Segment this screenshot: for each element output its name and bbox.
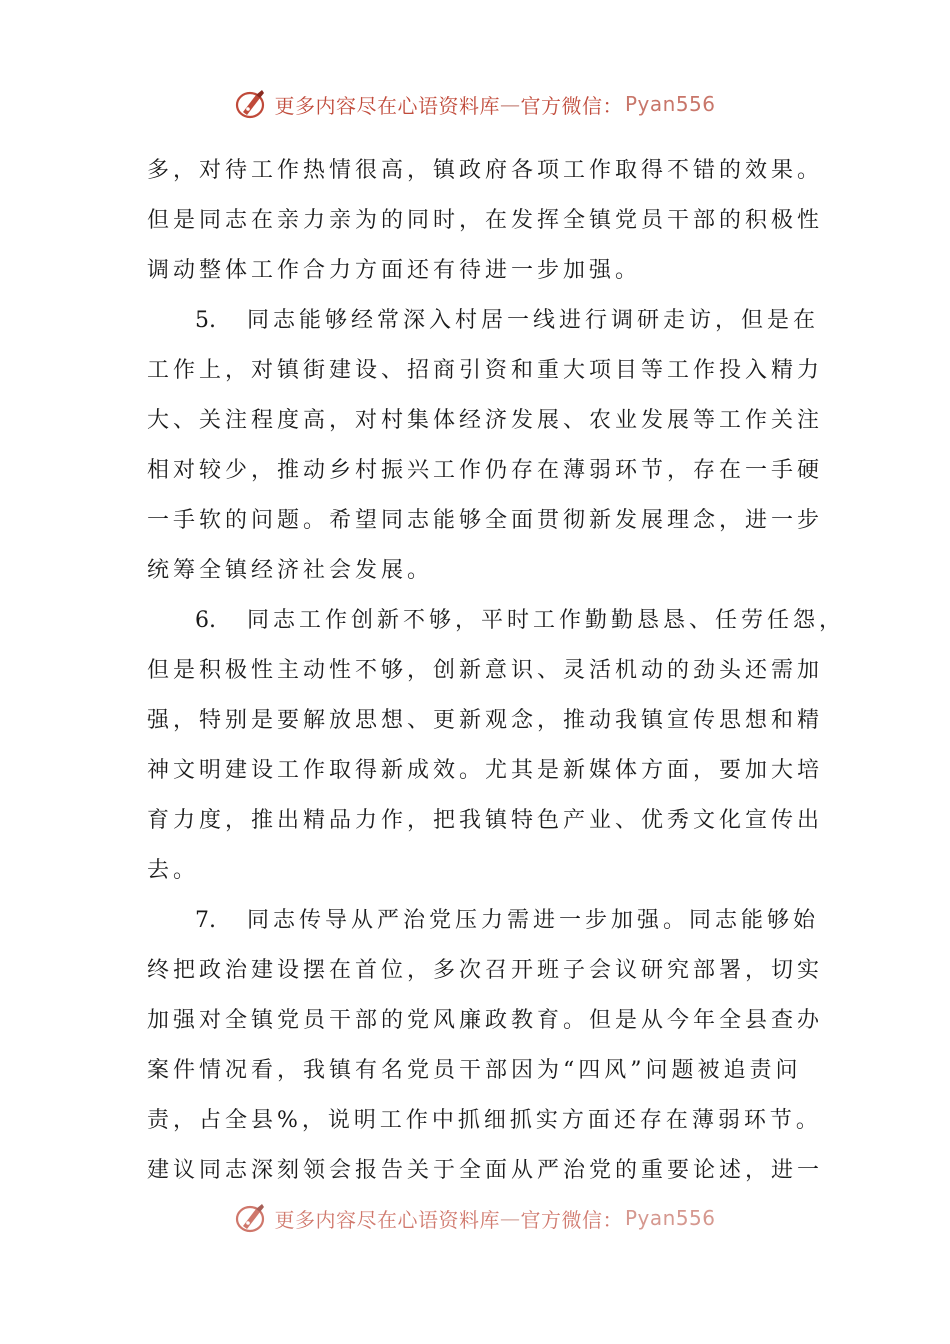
line-text: 调动整体工作合力方面还有待进一步加强。 [147,258,642,283]
watermark-separator: — [499,1206,521,1230]
body-line [147,396,824,446]
body-line [147,346,824,396]
watermark-wechat-label: 官方微信： [520,93,623,118]
line-text: 育力度，推出精品力作，把我镇特色产业、优秀文化宣传出 [147,808,824,833]
item-number: 7. [195,908,216,933]
line-text: 神文明建设工作取得新成效。尤其是新媒体方面，要加大培 [147,758,824,783]
body-line [147,296,820,346]
line-text: 同志传导从严治党压力需进一步加强。同志能够始 [247,908,820,933]
watermark-wechat-id: Pyan556 [624,92,716,116]
body-line [147,996,824,1046]
body-line [147,646,824,696]
watermark-separator: — [499,92,521,116]
pen-nib-logo-icon [234,87,268,121]
body-line [147,496,824,546]
body-line [147,146,824,196]
body-line [147,1046,807,1096]
footer-watermark [0,1204,950,1244]
header-watermark [0,84,950,124]
line-text: 统筹全镇经济社会发展。 [147,558,434,583]
watermark-wechat-label: 官方微信： [520,1207,623,1232]
line-text: 终把政治建设摆在首位，多次召开班子会议研究部署，切实 [147,958,824,983]
line-text: 案件情况看，我镇有名党员干部因为“四风”问题被追责问 [147,1058,802,1083]
line-text: 大、关注程度高，对村集体经济发展、农业发展等工作关注 [147,408,824,433]
line-text: 但是积极性主动性不够，创新意识、灵活机动的劲头还需加 [147,658,824,683]
body-line [147,1096,822,1146]
item-number: 5. [195,308,216,333]
body-line [147,196,824,246]
item-number: 6. [195,608,216,633]
line-text: 一手软的问题。希望同志能够全面贯彻新发展理念，进一步 [147,508,824,533]
document-body [147,146,846,1196]
line-text: 同志能够经常深入村居一线进行调研走访，但是在 [247,308,820,333]
body-line [147,546,807,596]
line-text: 相对较少，推动乡村振兴工作仍存在薄弱环节，存在一手硬 [147,458,824,483]
line-text: 强，特别是要解放思想、更新观念，推动我镇宣传思想和精 [147,708,824,733]
line-text: 建议同志深刻领会报告关于全面从严治党的重要论述，进一 [147,1158,824,1183]
line-text: 同志工作创新不够，平时工作勤勤恳恳、任劳任怨， [247,608,846,633]
body-line [147,896,820,946]
body-line [147,446,824,496]
body-line [147,846,807,896]
watermark-text: 更多内容尽在心语资料库 [274,93,500,118]
line-text: 去。 [147,858,200,883]
body-line [147,796,824,846]
body-line [147,246,807,296]
body-line [147,596,846,646]
line-text: 责，占全县%，说明工作中抓细抓实方面还存在薄弱环节。 [147,1108,822,1133]
line-text: 但是同志在亲力亲为的同时，在发挥全镇党员干部的积极性 [147,208,824,233]
line-text: 多，对待工作热情很高，镇政府各项工作取得不错的效果。 [147,158,824,183]
body-line [147,746,824,796]
watermark-wechat-id: Pyan556 [624,1206,716,1230]
body-line [147,1146,824,1196]
line-text: 加强对全镇党员干部的党风廉政教育。但是从今年全县查办 [147,1008,824,1033]
body-line [147,696,824,746]
line-text: 工作上，对镇街建设、招商引资和重大项目等工作投入精力 [147,358,824,383]
body-line [147,946,824,996]
pen-nib-logo-icon [234,1204,268,1235]
watermark-text: 更多内容尽在心语资料库 [274,1207,500,1232]
